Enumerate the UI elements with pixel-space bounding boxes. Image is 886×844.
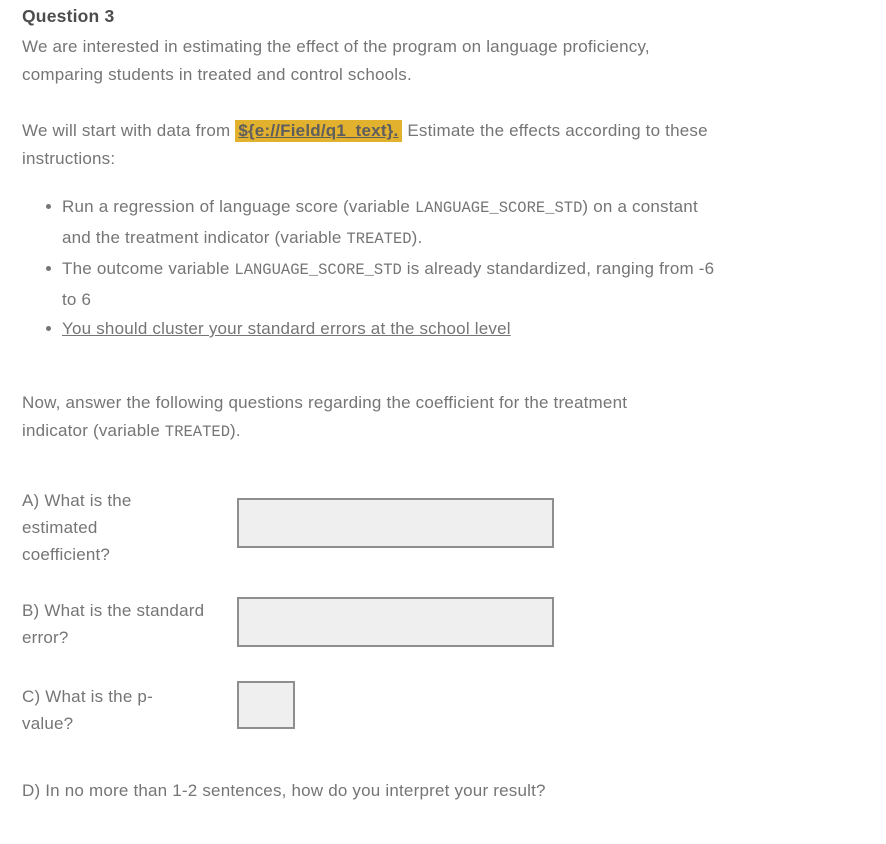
question-b-label <box>22 597 237 651</box>
followup-paragraph <box>22 389 862 446</box>
text-segment: is already standardized, ranging from -6 <box>401 259 715 278</box>
text-line: to 6 <box>62 290 92 309</box>
variable-code: TREATED <box>346 230 412 248</box>
bullet-marker <box>46 326 51 331</box>
standard-error-input[interactable] <box>237 597 554 647</box>
instruction-item-outcome-range <box>46 254 862 314</box>
text-line: We are interested in estimating the effect of the program on language proficiency, <box>22 37 650 56</box>
text-segment: Run a regression of language score (variable <box>62 197 415 216</box>
text-line: B) What is the standard <box>22 601 205 620</box>
text-line <box>22 417 862 446</box>
question-heading: Question 3 <box>22 6 115 26</box>
variable-code: TREATED <box>164 423 231 441</box>
text-line: coefficient? <box>22 545 111 564</box>
instruction-text <box>62 192 698 254</box>
bullet-marker <box>46 266 51 271</box>
text-segment: indicator (variable <box>22 421 165 440</box>
instruction-item-clustering <box>46 314 862 343</box>
question-c-label <box>22 681 237 737</box>
instruction-text <box>62 254 714 314</box>
intro-paragraph <box>22 33 862 89</box>
text-segment: We will start with data from <box>22 121 236 140</box>
p-value-input[interactable] <box>237 681 295 729</box>
text-line <box>22 117 862 145</box>
text-line <box>62 192 698 223</box>
text-line: error? <box>22 628 69 647</box>
text-segment: Estimate the effects according to these <box>402 121 708 140</box>
question-b-row <box>22 597 862 651</box>
variable-code: LANGUAGE_SCORE_STD <box>414 199 583 217</box>
text-segment: and the treatment indicator (variable <box>62 228 347 247</box>
text-line <box>62 223 698 254</box>
text-line: C) What is the p- <box>22 687 153 706</box>
text-segment: ) on a constant <box>582 197 698 216</box>
text-line: Now, answer the following questions regarding the coefficient for the treatment <box>22 393 628 412</box>
text-line: value? <box>22 714 74 733</box>
text-line: estimated <box>22 518 98 537</box>
instruction-text <box>62 314 511 343</box>
text-line: A) What is the <box>22 491 132 510</box>
coefficient-input[interactable] <box>237 498 554 548</box>
instructions-list <box>22 192 862 343</box>
question-a-label <box>22 487 237 568</box>
text-line: comparing students in treated and control schools. <box>22 65 412 84</box>
clustering-instruction: You should cluster your standard errors at the school level <box>62 319 511 338</box>
question-d-label <box>22 777 862 805</box>
text-segment: ). <box>411 228 423 247</box>
question-a-row <box>22 487 862 568</box>
bullet-marker <box>46 204 51 209</box>
text-segment: ). <box>230 421 241 440</box>
question-c-row <box>22 681 862 737</box>
text-line: D) In no more than 1-2 sentences, how do you interpret your result? <box>22 781 546 800</box>
text-line: instructions: <box>22 149 116 168</box>
instruction-item-regression <box>46 192 862 254</box>
text-line <box>62 254 714 285</box>
variable-code: LANGUAGE_SCORE_STD <box>234 261 402 279</box>
data-source-paragraph <box>22 117 862 173</box>
text-segment: The outcome variable <box>62 259 235 278</box>
piped-field-highlight: ${e://Field/q1_text}. <box>235 120 402 142</box>
